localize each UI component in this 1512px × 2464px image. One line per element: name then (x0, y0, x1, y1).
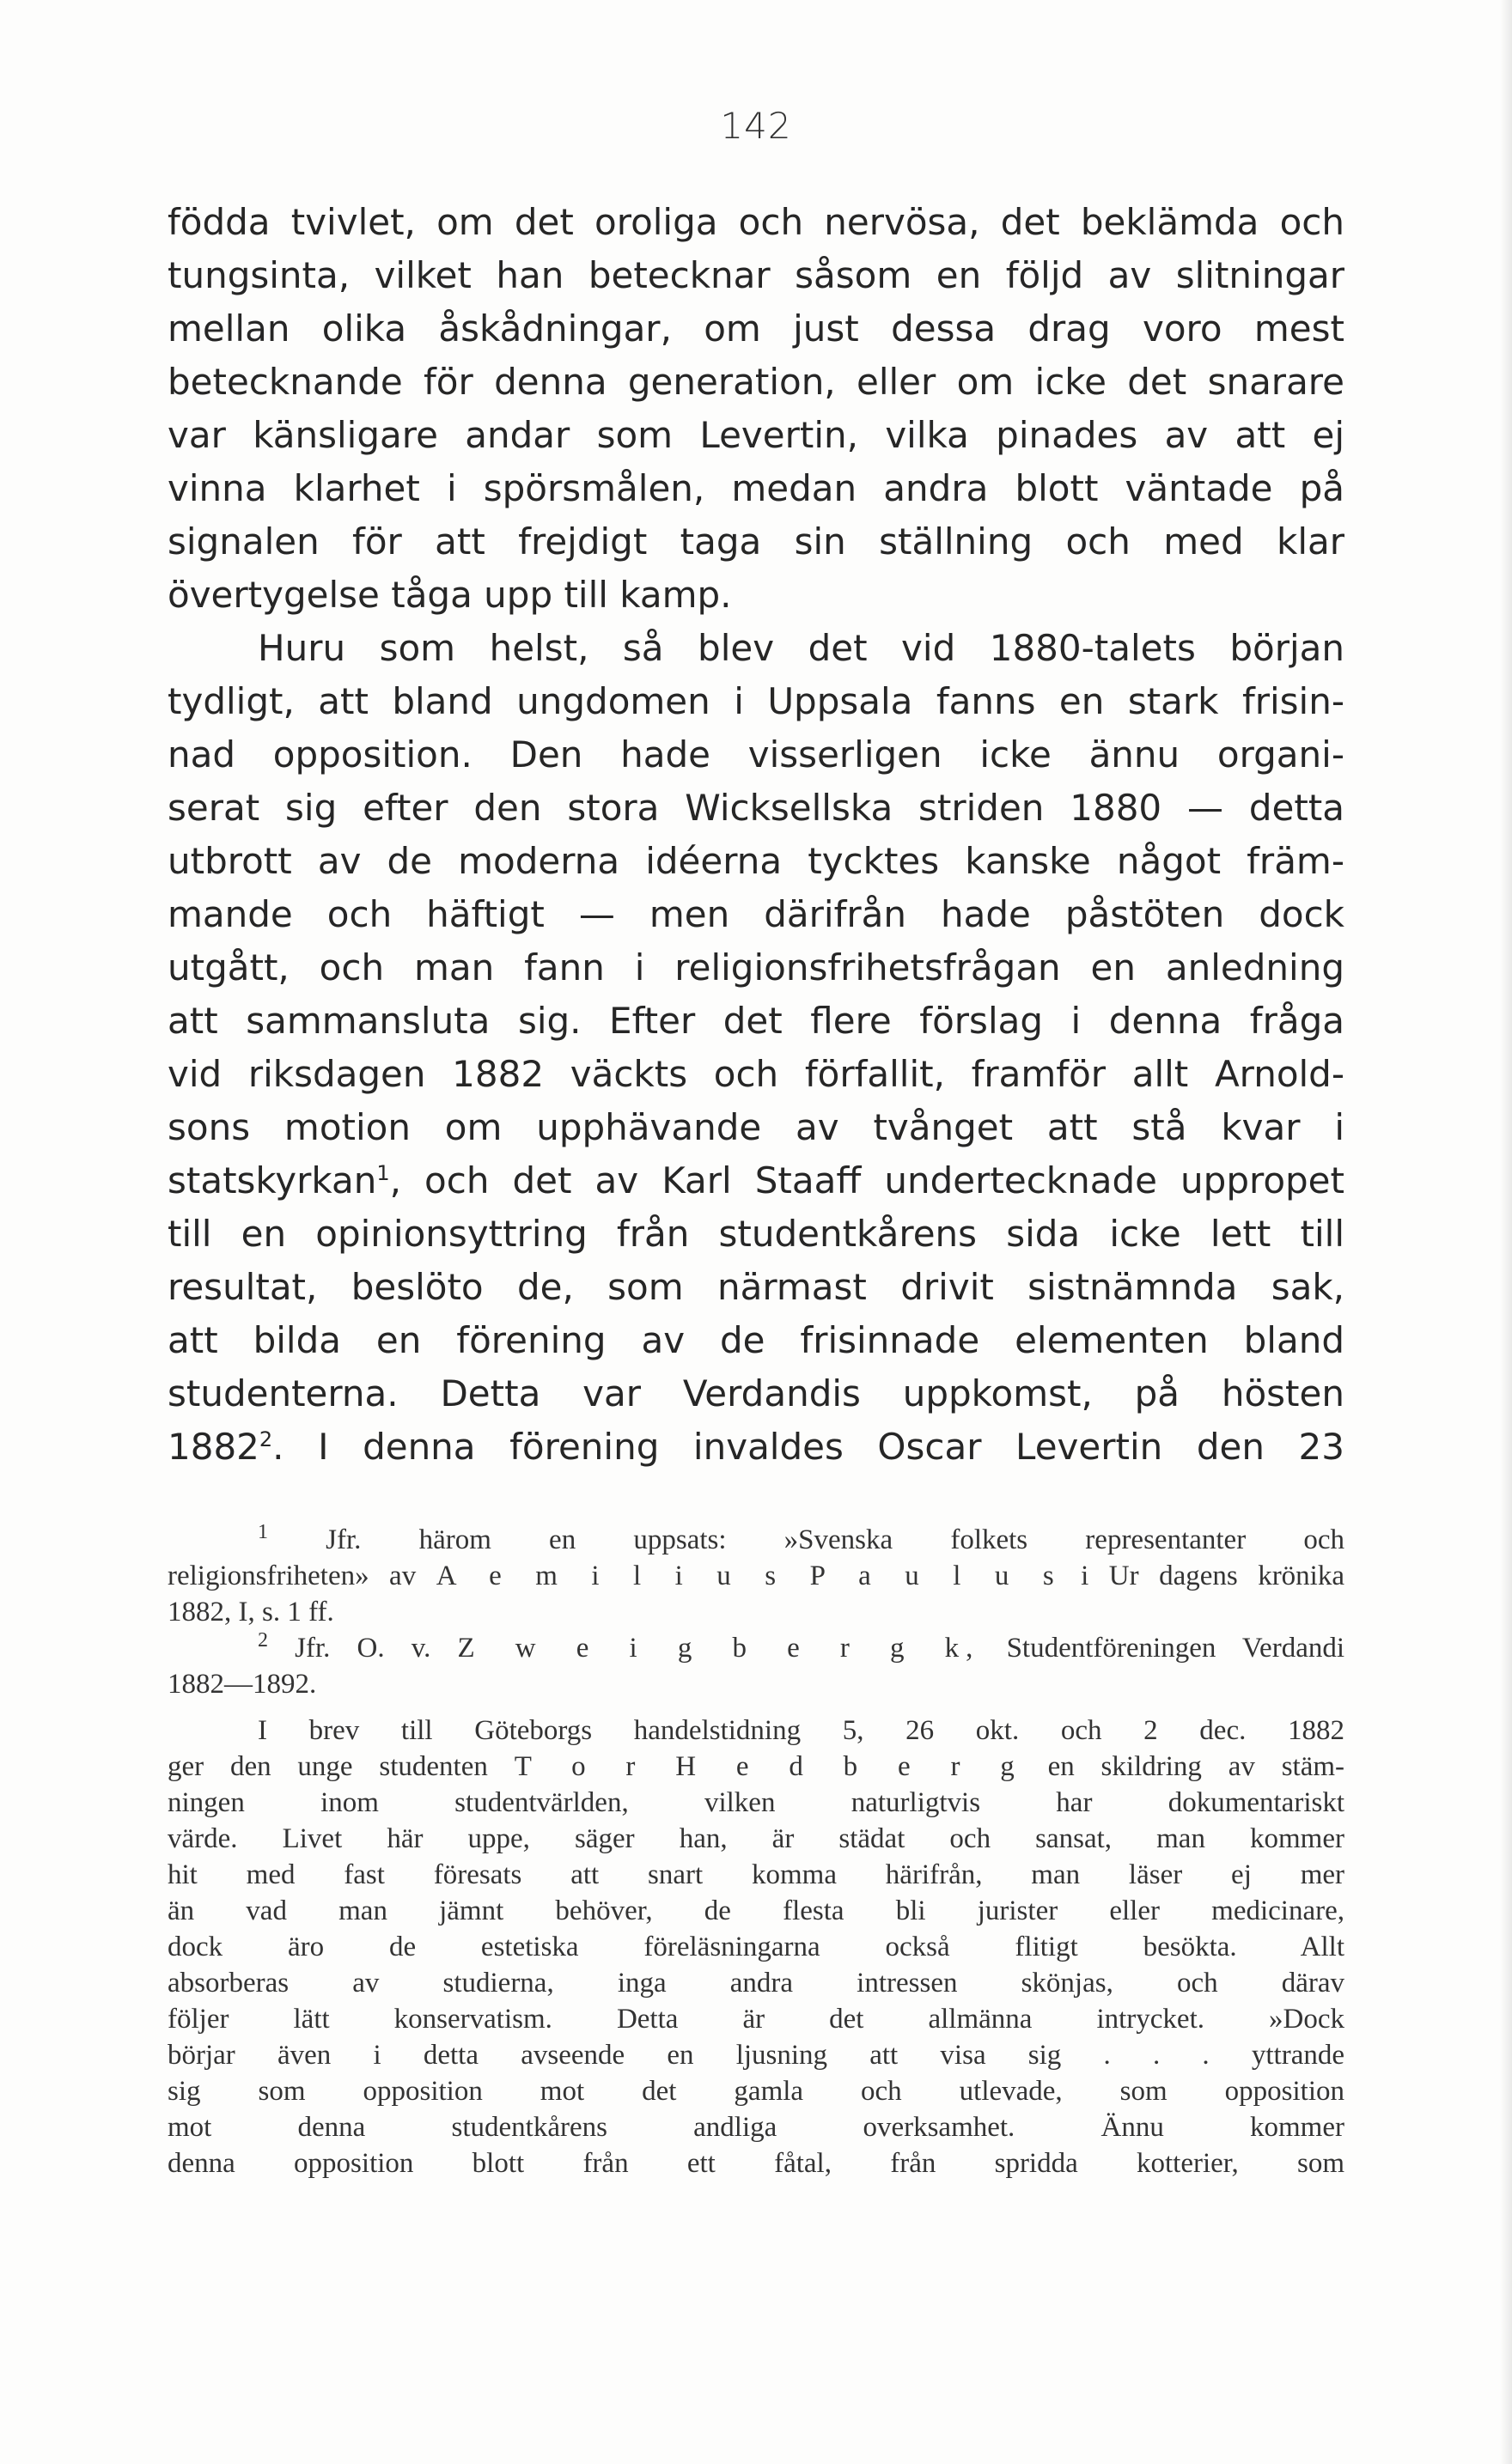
footnote-1-line: 1882, I, s. 1 ff. (168, 1597, 334, 1627)
footnotes (168, 1522, 1344, 2181)
footnote-2-line: sig som opposition mot det gamla och utlevade, som opposition (168, 2076, 1344, 2107)
body-line: mande och häftigt — men därifrån hade påstöten dock (168, 893, 1344, 935)
scan-edge-shadow (1500, 0, 1512, 2464)
body-line: signalen för att frejdigt taga sin ställning och med klar (168, 520, 1344, 563)
body-line: sons motion om upphävande av tvånget att stå kvar i (168, 1106, 1344, 1148)
body-line: övertygelse tåga upp till kamp. (168, 574, 732, 616)
footnote-author: Z w e i g b e r g k, (457, 1633, 980, 1664)
body-line: tydligt, att bland ungdomen i Uppsala fanns en stark frisin- (168, 680, 1344, 722)
page-number: 142 (720, 105, 792, 147)
body-line: nad opposition. Den hade visserligen icke ännu organi- (168, 733, 1344, 776)
body-text-segment: . I denna förening invaldes Oscar Levertin den 23 (272, 1426, 1344, 1468)
body-line: serat sig efter den stora Wicksellska striden 1880 — detta (168, 787, 1344, 829)
body-text-segment: statskyrkan (168, 1159, 377, 1202)
footnote-marker: 1 (258, 1521, 268, 1543)
body-line: födda tvivlet, om det oroliga och nervösa, det beklämda och (168, 201, 1344, 243)
body-line: till en opinionsyttring från studentkårens sida icke lett till (168, 1213, 1344, 1255)
footnote-marker: 2 (258, 1629, 268, 1652)
footnote-text: Jfr. O. v. (295, 1633, 431, 1664)
body-line: mellan olika åskådningar, om just dessa drag voro mest (168, 307, 1344, 350)
body-line: vinna klarhet i spörsmålen, medan andra blott väntade på (168, 467, 1344, 509)
footnote-2-line: denna opposition blott från ett fåtal, från spridda kotterier, som (168, 2148, 1344, 2179)
body-line: att sammansluta sig. Efter det flere förslag i denna fråga (168, 1000, 1344, 1042)
footnote-text: i Ur dagens krönika (1081, 1561, 1344, 1591)
footnote-ref: 2 (259, 1427, 273, 1451)
footnote-text: Jfr. härom en uppsats: »Svenska folkets representanter och (326, 1524, 1344, 1555)
footnote-2-line: I brev till Göteborgs handelstidning 5, 26 okt. och 2 dec. 1882 (258, 1715, 1344, 1746)
footnote-2-line: hit med fast föresats att snart komma härifrån, man läser ej mer (168, 1859, 1344, 1890)
footnote-2-line: mot denna studentkårens andliga overksamhet. Ännu kommer (168, 2112, 1344, 2143)
body-line-with-footnote-ref (168, 1421, 1344, 1474)
body-line: var känsligare andar som Levertin, vilka pinades av att ej (168, 414, 1344, 456)
body-line: att bilda en förening av de frisinnade elementen bland (168, 1319, 1344, 1361)
body-line-with-footnote-ref (168, 1154, 1344, 1208)
body-line: utgått, och man fann i religionsfrihetsfrågan en anledning (168, 946, 1344, 989)
footnote-text: en skildring av stäm- (1047, 1751, 1345, 1782)
body-text-segment: , och det av Karl Staaff undertecknade uppropet (389, 1159, 1344, 1202)
footnote-2-line: dock äro de estetiska föreläsningarna också flitigt besökta. Allt (168, 1932, 1344, 1962)
footnote-1-line (168, 1558, 1344, 1594)
footnote-2-line: 1882—1892. (168, 1669, 317, 1700)
body-text (168, 196, 1344, 1474)
footnote-text: Studentföreningen Verdandi (1006, 1633, 1345, 1664)
footnote-text: ger den unge studenten (168, 1751, 488, 1782)
footnote-author: A e m i l i u s P a u l u s (436, 1561, 1061, 1591)
body-line: betecknande för denna generation, eller om icke det snarare (168, 361, 1344, 403)
footnote-2-line: än vad man jämnt behöver, de flesta bli jurister eller medicinare, (168, 1895, 1344, 1926)
body-line: tungsinta, vilket han betecknar såsom en följd av slitningar (168, 254, 1344, 296)
footnote-text: religionsfriheten» av (168, 1561, 417, 1591)
footnote-2-line: värde. Livet här uppe, säger han, är städat och sansat, man kommer (168, 1823, 1344, 1854)
footnote-2-line: följer lätt konservatism. Detta är det allmänna intrycket. »Dock (168, 2004, 1344, 2035)
body-line: Huru som helst, så blev det vid 1880-talets början (258, 627, 1344, 669)
footnote-author: T o r H e d b e r g (514, 1751, 1021, 1782)
footnote-2-line (168, 1630, 1344, 1666)
footnote-2-line: absorberas av studierna, inga andra intressen skönjas, och därav (168, 1968, 1344, 1999)
body-line: vid riksdagen 1882 väckts och förfallit, framför allt Arnold- (168, 1053, 1344, 1095)
body-line: utbrott av de moderna idéerna tycktes kanske något främ- (168, 840, 1344, 882)
footnote-2-line: ningen inom studentvärlden, vilken naturligtvis har dokumentariskt (168, 1787, 1344, 1818)
footnote-ref: 1 (376, 1161, 390, 1185)
footnote-2-line: börjar även i detta avseende en ljusning att visa sig . . . yttrande (168, 2040, 1344, 2071)
footnote-1-line (168, 1522, 1344, 1558)
body-text-segment: 1882 (168, 1426, 259, 1468)
body-line: studenterna. Detta var Verdandis uppkomst, på hösten (168, 1372, 1344, 1415)
footnote-2-line (168, 1749, 1344, 1785)
body-line: resultat, beslöto de, som närmast drivit sistnämnda sak, (168, 1266, 1344, 1308)
